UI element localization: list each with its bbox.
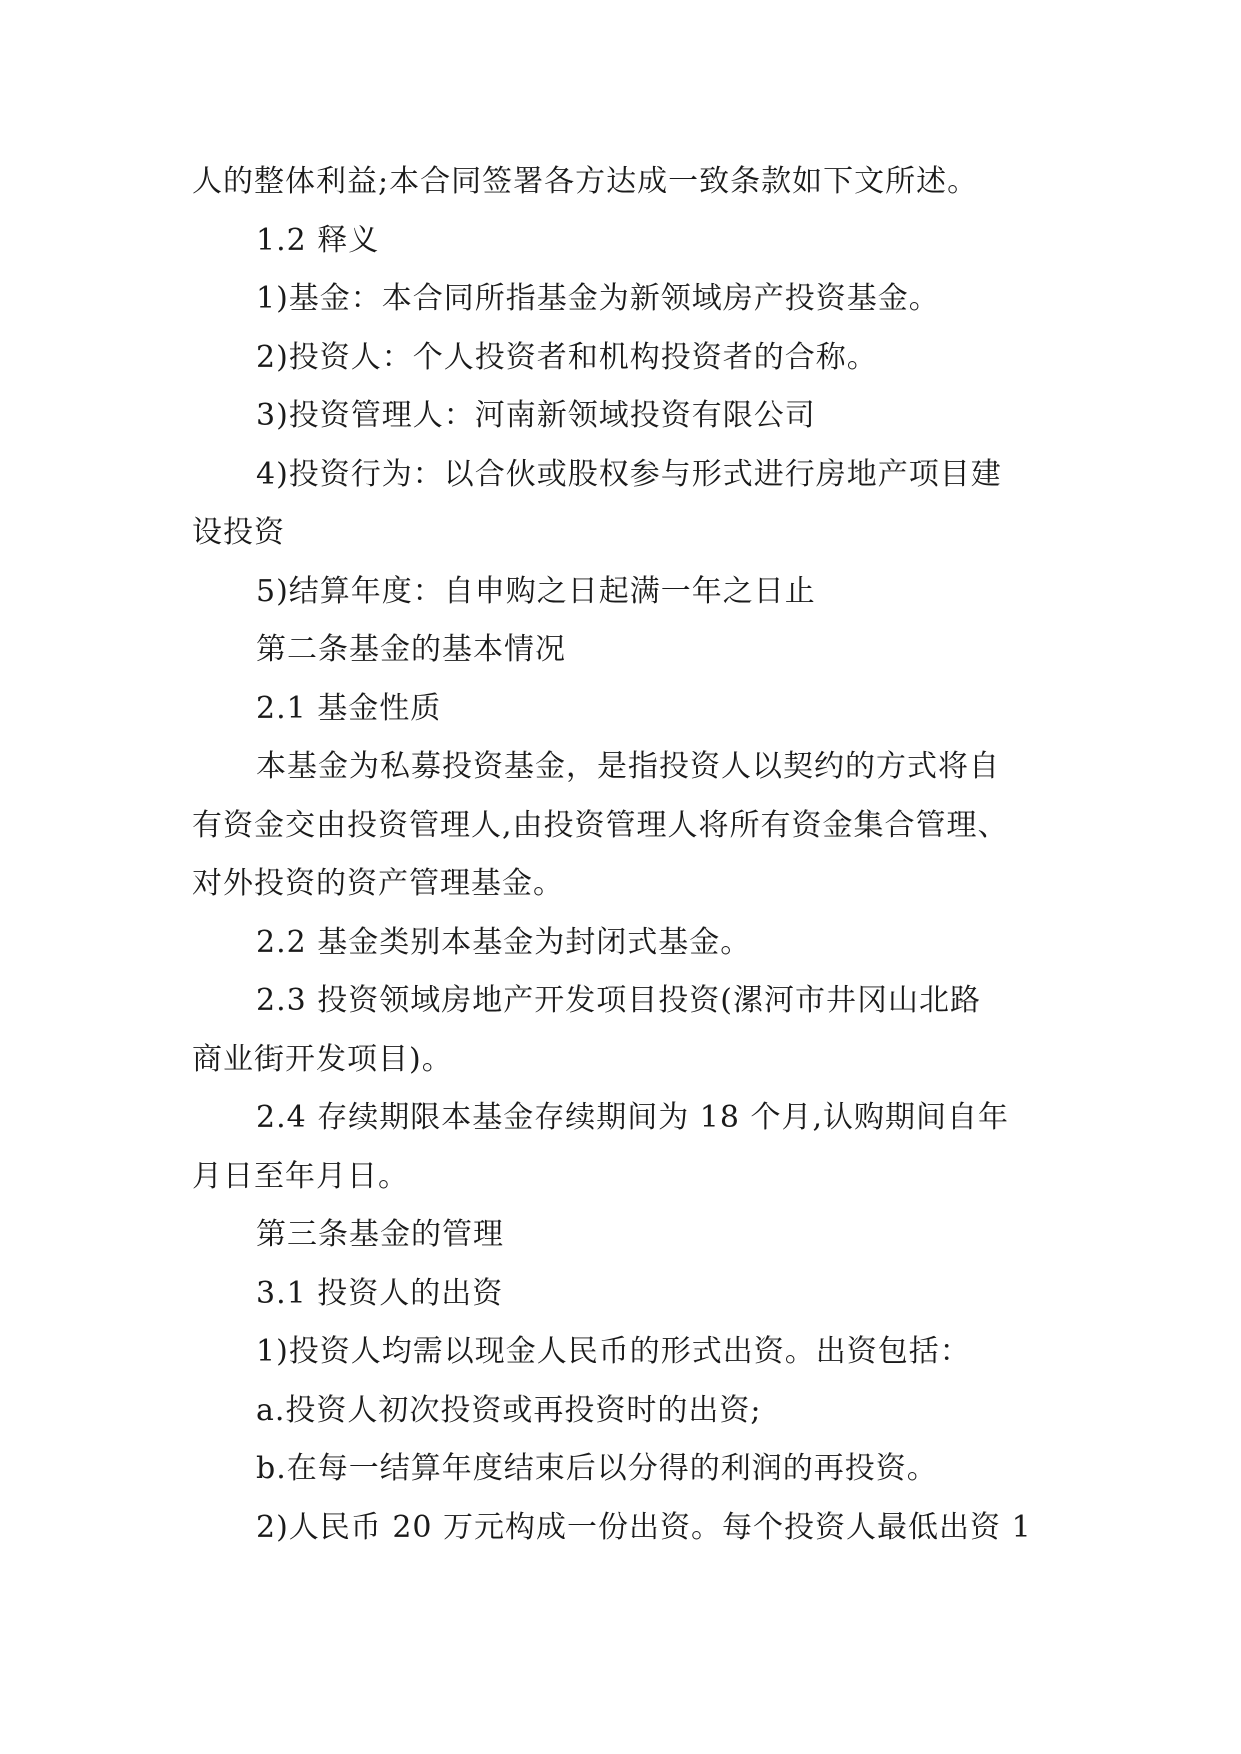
text-line: 商业街开发项目)。	[192, 1041, 453, 1077]
text-line: 1)投资人均需以现金人民币的形式出资。出资包括：	[256, 1334, 971, 1369]
text-line: 对外投资的资产管理基金。	[192, 866, 564, 901]
section-heading: 第二条基金的基本情况	[256, 632, 566, 667]
text-line: 2)投资人：个人投资者和机构投资者的合称。	[256, 339, 878, 375]
subsection-heading: 2.1 基金性质	[256, 690, 442, 726]
text-line: 2)人民币 20 万元构成一份出资。每个投资人最低出资 1	[256, 1509, 1032, 1545]
text-line: 3)投资管理人：河南新领域投资有限公司	[256, 398, 816, 433]
text-line: 人的整体利益;本合同签署各方达成一致条款如下文所述。	[192, 164, 979, 199]
text-line: 1.2 释义	[256, 222, 380, 258]
text-line: b.在每一结算年度结束后以分得的利润的再投资。	[256, 1451, 938, 1486]
text-line: 本基金为私募投资基金，是指投资人以契约的方式将自	[256, 749, 1000, 784]
text-line: 月日至年月日。	[192, 1158, 409, 1194]
text-line: a.投资人初次投资或再投资时的出资;	[256, 1392, 762, 1428]
text-line: 有资金交由投资管理人,由投资管理人将所有资金集合管理、	[192, 807, 1009, 843]
text-line: 2.4 存续期限本基金存续期间为 18 个月,认购期间自年	[256, 1100, 1010, 1135]
subsection-heading: 3.1 投资人的出资	[256, 1275, 504, 1311]
text-line: 5)结算年度：自申购之日起满一年之日止	[256, 573, 816, 609]
document-body	[192, 153, 1062, 1557]
text-line: 4)投资行为：以合伙或股权参与形式进行房地产项目建	[256, 456, 1002, 492]
text-line: 2.2 基金类别本基金为封闭式基金。	[256, 924, 752, 960]
text-line: 设投资	[192, 515, 285, 550]
text-line: 1)基金：本合同所指基金为新领域房产投资基金。	[256, 281, 940, 316]
text-line: 2.3 投资领域房地产开发项目投资(漯河市井冈山北路	[256, 983, 981, 1018]
section-heading: 第三条基金的管理	[256, 1217, 504, 1252]
